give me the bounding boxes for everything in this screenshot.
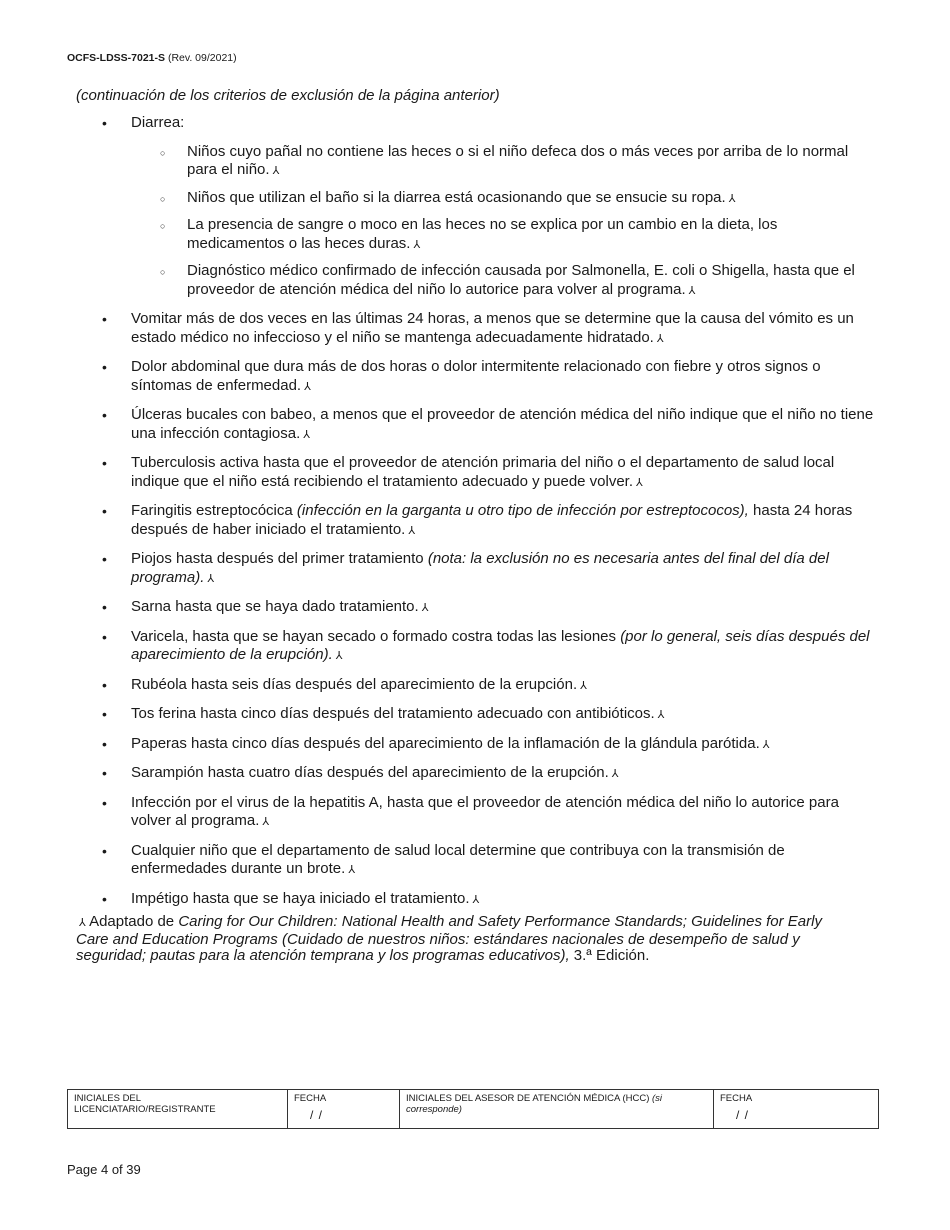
adapted-mark-icon: ⅄ [688,284,696,297]
date-cell[interactable] [288,1090,400,1129]
adapted-mark-icon: ⅄ [472,893,480,906]
adapted-mark-icon: ⅄ [348,864,356,876]
adapted-mark-icon: ⅄ [272,165,280,177]
licensee-initials-label: INICIALES DEL LICENCIATARIO/REGISTRANTE [74,1093,216,1115]
initials-table [67,1089,879,1129]
form-identifier [67,52,237,64]
adapted-mark-icon: ⅄ [303,428,311,441]
sub-item-text: Diagnóstico médico confirmado de infección causada por Salmonella, E. coli o Shigella, hasta que el proveedor de atención médica del niño lo autorice para volver al programa. [187,262,855,298]
licensee-initials-cell[interactable] [68,1090,288,1129]
list-item-strep [100,502,875,540]
adapted-mark-icon: ⅄ [611,768,619,780]
hcc-label-text: INICIALES DEL ASESOR DE ATENCIÓN MÉDICA (HCC) [406,1093,652,1104]
sub-item-text: Niños cuyo pañal no contiene las heces o si el niño defeca dos o más veces por arriba de lo normal para el niño. [187,142,849,178]
hcc-initials-cell[interactable] [400,1090,714,1129]
item-text: Rubéola hasta seis días después del aparecimiento de la erupción. [131,675,578,693]
item-text: Infección por el virus de la hepatitis A, hasta que el proveedor de atención médica del niño lo autorice para volver al programa. [131,793,839,829]
adapted-mark-icon: ⅄ [207,572,215,585]
item-text: Impétigo hasta que se haya iniciado el tratamiento. [131,889,470,907]
adapted-mark-icon: ⅄ [413,238,421,251]
list-item-abdominal [100,358,875,396]
adapted-mark-icon: ⅄ [304,380,311,393]
adapted-mark-icon: ⅄ [762,738,770,751]
item-text: Dolor abdominal que dura más de dos horas o dolor intermitente relacionado con fiebre y otros signos o síntomas de enfermedad. [131,358,821,394]
item-italic-text: (infección en la garganta u otro tipo de infección por estreptococos), [296,502,749,519]
item-text: Paperas hasta cinco días después del aparecimiento de la inflamación de la glándula parótida. [131,734,760,752]
adapted-mark-icon: ⅄ [636,476,643,489]
item-italic-text: (por lo general, seis días después del aparecimiento de la erupción). [131,627,870,663]
adapted-mark-icon: ⅄ [580,679,587,692]
sub-list-item [131,216,875,254]
adapted-mark-icon: ⅄ [335,650,343,662]
item-text: Sarna hasta que se haya dado tratamiento. [131,598,419,615]
item-text: Tuberculosis activa hasta que el proveedor de atención primaria del niño o el departamento de salud local indique que el niño está recibiendo el tratamiento adecuado y puede volver. [131,454,835,490]
exclusion-criteria-list [100,114,875,919]
sub-item-text: Niños que utilizan el baño si la diarrea está ocasionando que se ensucie su ropa. [187,188,726,206]
sub-list-item [131,143,875,181]
form-code: OCFS-LDSS-7021-S [67,52,166,64]
diarrhea-label: Diarrea: [131,114,185,131]
date2-label: FECHA [720,1093,753,1104]
list-item-measles [100,764,875,784]
list-item-outbreak [100,842,875,880]
date-slashes: / / [310,1108,324,1122]
diarrhea-sublist [131,143,875,301]
adapted-mark-icon: ⅄ [408,524,416,537]
item-text: Cualquier niño que el departamento de salud local determine que contribuya con la transmisión de enfermedades durante un brote. [131,841,785,877]
list-item-ulcers [100,406,875,444]
sub-list-item [131,189,875,209]
hcc-label-note: (si corresponde) [406,1093,663,1115]
date2-cell[interactable] [714,1090,879,1129]
list-item-lice [100,550,875,588]
continuation-note: (continuación de los criterios de exclusión de la página anterior) [76,87,500,104]
footnote-prefix: Adaptado de [85,913,179,930]
adapted-mark-icon: ⅄ [656,332,664,345]
sub-list-item [131,262,875,300]
list-item-rubella [100,676,875,696]
list-item-scabies [100,598,875,618]
item-text: Faringitis estreptocócica [131,502,297,519]
item-text: Úlceras bucales con babeo, a menos que el proveedor de atención médica del niño indique que el niño no tiene una infección contagiosa. [131,406,874,442]
page-number: Page 4 of 39 [67,1162,141,1177]
hcc-initials-label [406,1093,707,1115]
list-item-varicella [100,628,875,666]
list-item-mumps [100,735,875,755]
adapted-mark-icon: ⅄ [421,602,429,614]
date2-slashes: / / [736,1108,750,1122]
item-text: Piojos hasta después del primer tratamiento [131,550,428,567]
form-revision: (Rev. 09/2021) [167,52,237,64]
sub-item-text: La presencia de sangre o moco en las heces no se explica por un cambio en la dieta, los medicamentos o las heces duras. [187,216,778,252]
item-text: Vomitar más de dos veces en las últimas 24 horas, a menos que se determine que la causa del vómito es un estado médico no infeccioso y el niño se mantenga adecuadamente hidratado. [131,310,854,346]
item-italic-text: (nota: la exclusión no es necesaria antes del final del día del programa). [131,550,829,586]
date-label: FECHA [294,1093,327,1104]
item-text: Sarampión hasta cuatro días después del aparecimiento de la erupción. [131,764,609,781]
adapted-mark-icon: ⅄ [657,709,665,721]
item-text: hasta 24 horas después de haber iniciado el tratamiento. [131,502,853,538]
list-item-hepatitis [100,794,875,832]
list-item-pertussis [100,705,875,725]
footnote-edition: 3.ª Edición. [569,947,650,964]
item-text: Tos ferina hasta cinco días después del tratamiento adecuado con antibióticos. [131,705,655,722]
list-item-diarrhea [100,114,875,300]
item-text: Varicela, hasta que se hayan secado o formado costra todas las lesiones [131,627,621,645]
list-item-vomit [100,310,875,348]
source-footnote [76,914,856,965]
adapted-mark-icon: ⅄ [262,816,270,828]
list-item-impetigo [100,890,875,910]
adapted-mark-icon: ⅄ [728,192,736,205]
list-item-tuberculosis [100,454,875,492]
adapted-mark-icon: ⅄ [79,917,86,929]
footnote-title: Caring for Our Children: National Health and Safety Performance Standards; Guidelines for Early Care and Education Programs (Cuidado de nuestros niños: estándares nacionales de desempeño de salud y seguridad; pautas para la atención temprana y los programas educativos), [76,913,822,964]
